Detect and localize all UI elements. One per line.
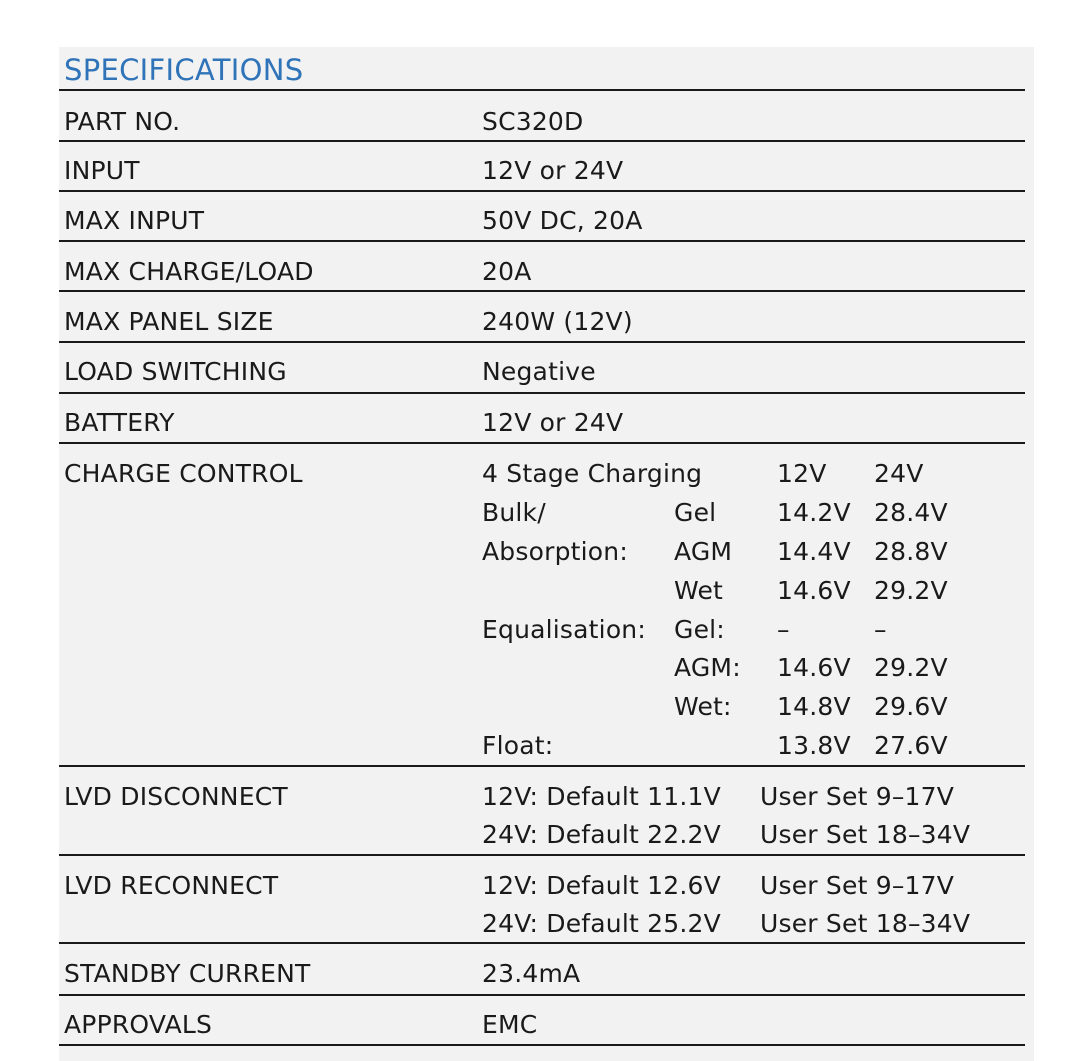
part-no-label: PART NO. xyxy=(64,107,181,136)
eq-wet-type: Wet: xyxy=(674,692,732,721)
max-charge-load-value: 20A xyxy=(482,257,532,286)
bulk-label: Bulk/ xyxy=(482,498,546,527)
eq-agm-12v: 14.6V xyxy=(777,653,851,682)
bulk-wet-12v: 14.6V xyxy=(777,576,851,605)
max-charge-load-label: MAX CHARGE/LOAD xyxy=(64,257,314,286)
part-no-value: SC320D xyxy=(482,107,584,136)
row-divider xyxy=(59,942,1025,944)
eq-wet-12v: 14.8V xyxy=(777,692,851,721)
bulk-gel-12v: 14.2V xyxy=(777,498,851,527)
eq-gel-type: Gel: xyxy=(674,615,725,644)
lvd-disconnect-12v: 12V: Default 11.1V xyxy=(482,782,721,811)
eq-wet-24v: 29.6V xyxy=(874,692,948,721)
input-value: 12V or 24V xyxy=(482,156,624,185)
lvd-reconnect-12v-user: User Set 9–17V xyxy=(760,871,955,900)
eq-agm-type: AGM: xyxy=(674,653,741,682)
max-panel-size-label: MAX PANEL SIZE xyxy=(64,307,274,336)
row-divider xyxy=(59,442,1025,444)
bulk-gel-type: Gel xyxy=(674,498,717,527)
load-switching-label: LOAD SWITCHING xyxy=(64,357,287,386)
specifications-title: SPECIFICATIONS xyxy=(64,53,304,87)
charge-control-heading: 4 Stage Charging xyxy=(482,459,703,488)
row-divider xyxy=(59,854,1025,856)
equalisation-label: Equalisation: xyxy=(482,615,646,644)
max-input-label: MAX INPUT xyxy=(64,206,205,235)
battery-value: 12V or 24V xyxy=(482,408,624,437)
lvd-reconnect-label: LVD RECONNECT xyxy=(64,871,279,900)
approvals-value: EMC xyxy=(482,1010,538,1039)
absorption-label: Absorption: xyxy=(482,537,628,566)
bulk-agm-12v: 14.4V xyxy=(777,537,851,566)
lvd-reconnect-24v-user: User Set 18–34V xyxy=(760,909,971,938)
row-divider xyxy=(59,765,1025,767)
bulk-wet-24v: 29.2V xyxy=(874,576,948,605)
float-12v: 13.8V xyxy=(777,731,851,760)
lvd-reconnect-12v: 12V: Default 12.6V xyxy=(482,871,721,900)
row-divider xyxy=(59,240,1025,242)
bulk-wet-type: Wet xyxy=(674,576,724,605)
charge-col-12v: 12V xyxy=(777,459,827,488)
float-label: Float: xyxy=(482,731,554,760)
eq-gel-24v: – xyxy=(874,615,887,644)
lvd-disconnect-24v-user: User Set 18–34V xyxy=(760,820,971,849)
row-divider xyxy=(59,392,1025,394)
max-input-value: 50V DC, 20A xyxy=(482,206,643,235)
row-divider xyxy=(59,290,1025,292)
row-divider xyxy=(59,190,1025,192)
bulk-gel-24v: 28.4V xyxy=(874,498,948,527)
bulk-agm-24v: 28.8V xyxy=(874,537,948,566)
row-divider xyxy=(59,994,1025,996)
lvd-disconnect-24v: 24V: Default 22.2V xyxy=(482,820,721,849)
row-divider xyxy=(59,89,1025,91)
bulk-agm-type: AGM xyxy=(674,537,733,566)
row-divider xyxy=(59,140,1025,142)
row-divider xyxy=(59,341,1025,343)
max-panel-size-value: 240W (12V) xyxy=(482,307,633,336)
charge-control-label: CHARGE CONTROL xyxy=(64,459,303,488)
lvd-reconnect-24v: 24V: Default 25.2V xyxy=(482,909,721,938)
eq-agm-24v: 29.2V xyxy=(874,653,948,682)
standby-current-value: 23.4mA xyxy=(482,959,581,988)
standby-current-label: STANDBY CURRENT xyxy=(64,959,311,988)
approvals-label: APPROVALS xyxy=(64,1010,213,1039)
lvd-disconnect-label: LVD DISCONNECT xyxy=(64,782,288,811)
row-divider xyxy=(59,1044,1025,1046)
load-switching-value: Negative xyxy=(482,357,596,386)
lvd-disconnect-12v-user: User Set 9–17V xyxy=(760,782,955,811)
eq-gel-12v: – xyxy=(777,615,790,644)
battery-label: BATTERY xyxy=(64,408,175,437)
charge-col-24v: 24V xyxy=(874,459,924,488)
input-label: INPUT xyxy=(64,156,140,185)
float-24v: 27.6V xyxy=(874,731,948,760)
